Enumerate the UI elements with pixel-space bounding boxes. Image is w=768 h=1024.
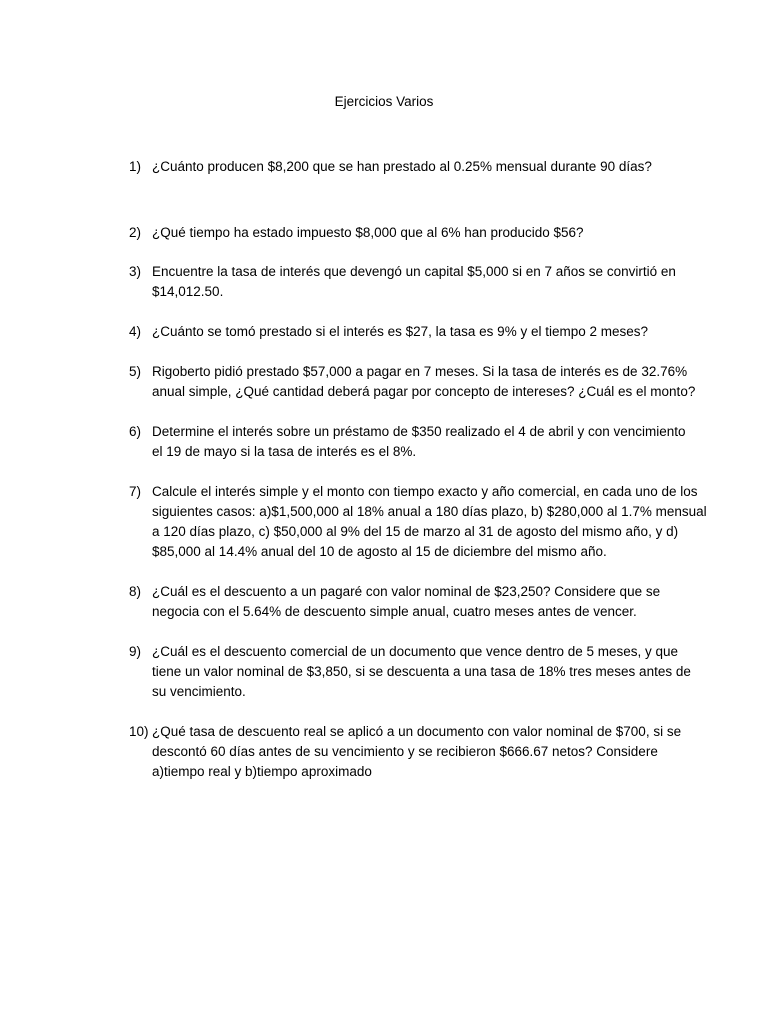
exercise-number: 3) <box>129 264 142 279</box>
exercise-text <box>152 422 686 462</box>
exercise-line: Determine el interés sobre un préstamo de $350 realizado el 4 de abril y con vencimiento <box>152 424 686 439</box>
exercise-number: 4) <box>129 324 142 339</box>
exercise-item-3 <box>129 262 676 302</box>
exercise-text <box>152 482 707 562</box>
exercise-line: ¿Cuánto producen $8,200 que se han prestado al 0.25% mensual durante 90 días? <box>152 159 652 174</box>
exercise-line: anual simple, ¿Qué cantidad deberá pagar por concepto de intereses? ¿Cuál es el monto? <box>152 384 696 399</box>
exercise-text <box>152 223 669 243</box>
exercise-item-2 <box>129 223 669 243</box>
exercise-item-5 <box>129 362 696 402</box>
exercise-line: ¿Cuál es el descuento a un pagaré con valor nominal de $23,250? Considere que se <box>152 584 661 599</box>
exercise-line: $85,000 al 14.4% anual del 10 de agosto al 15 de diciembre del mismo año. <box>152 544 607 559</box>
exercise-item-8 <box>129 582 669 622</box>
exercise-line: ¿Qué tasa de descuento real se aplicó a un documento con valor nominal de $700, si se <box>152 724 682 739</box>
exercise-number: 5) <box>129 364 142 379</box>
document-title: Ejercicios Varios <box>334 94 434 109</box>
exercise-text <box>152 322 669 342</box>
exercise-line: descontó 60 días antes de su vencimiento y se recibieron $666.67 netos? Considere <box>152 744 658 759</box>
exercise-item-6 <box>129 422 686 462</box>
exercise-item-4 <box>129 322 669 342</box>
exercise-number: 6) <box>129 424 142 439</box>
exercise-text <box>152 582 669 622</box>
exercise-line: tiene un valor nominal de $3,850, si se descuenta a una tasa de 18% tres meses antes de <box>152 664 691 679</box>
exercise-line: siguientes casos: a)$1,500,000 al 18% anual a 180 días plazo, b) $280,000 al 1.7% mensual <box>152 504 707 519</box>
exercise-number: 10) <box>129 724 149 739</box>
exercise-line: ¿Qué tiempo ha estado impuesto $8,000 que al 6% han producido $56? <box>152 225 584 240</box>
exercise-line: a)tiempo real y b)tiempo aproximado <box>152 764 372 779</box>
exercise-item-1 <box>129 157 669 177</box>
exercise-item-7 <box>129 482 707 562</box>
exercise-line: $14,012.50. <box>152 284 224 299</box>
exercise-line: ¿Cuál es el descuento comercial de un documento que vence dentro de 5 meses, y que <box>152 644 679 659</box>
exercise-line: el 19 de mayo si la tasa de interés es el 8%. <box>152 444 417 459</box>
exercise-line: su vencimiento. <box>152 684 246 699</box>
exercise-number: 7) <box>129 484 142 499</box>
exercise-number: 2) <box>129 225 142 240</box>
exercise-line: a 120 días plazo, c) $50,000 al 9% del 15 de marzo al 31 de agosto del mismo año, y d) <box>152 524 679 539</box>
exercise-number: 1) <box>129 159 142 174</box>
exercise-line: ¿Cuánto se tomó prestado si el interés es $27, la tasa es 9% y el tiempo 2 meses? <box>152 324 649 339</box>
exercise-text <box>152 362 696 402</box>
exercise-line: Calcule el interés simple y el monto con tiempo exacto y año comercial, en cada uno de los <box>152 484 698 499</box>
exercise-line: negocia con el 5.64% de descuento simple anual, cuatro meses antes de vencer. <box>152 604 637 619</box>
exercise-number: 8) <box>129 584 142 599</box>
exercise-text <box>152 642 691 702</box>
exercise-text <box>152 157 669 177</box>
exercise-item-9 <box>129 642 691 702</box>
exercise-text <box>152 262 676 302</box>
exercise-text <box>152 722 682 782</box>
exercise-line: Rigoberto pidió prestado $57,000 a pagar en 7 meses. Si la tasa de interés es de 32.76% <box>152 364 688 379</box>
exercise-line: Encuentre la tasa de interés que devengó un capital $5,000 si en 7 años se convirtió en <box>152 264 676 279</box>
exercise-item-10 <box>129 722 682 782</box>
exercise-number: 9) <box>129 644 142 659</box>
